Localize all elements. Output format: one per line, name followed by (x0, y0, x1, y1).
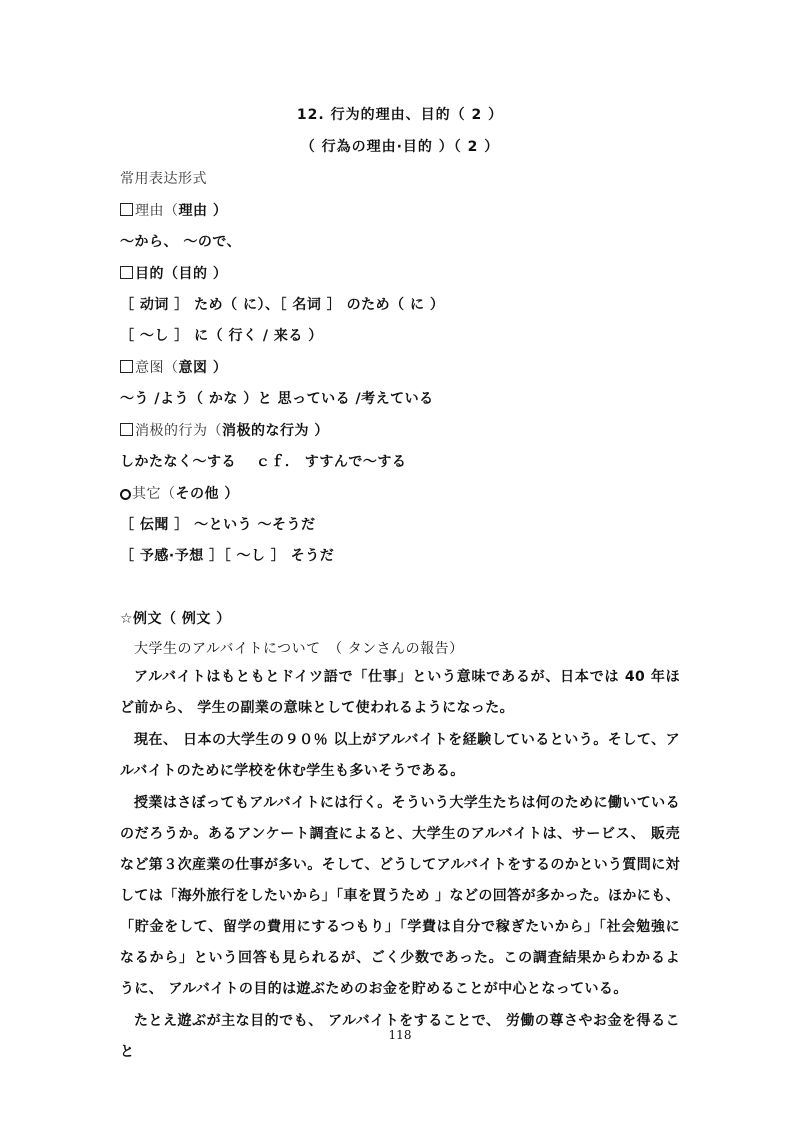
passive-heading: 消极的行为（消极的な行为 ） (120, 420, 329, 440)
circle-bullet-icon (120, 489, 131, 500)
other-expression-1: ［ 伝聞 ］ ～という ～そうだ (120, 517, 316, 533)
purpose-expression-2: ［ ～し ］ に（ 行く / 来る ） (120, 328, 323, 344)
reason-expression: ～から、 ～ので、 (120, 234, 242, 250)
forms-label: 常用表达形式 (120, 171, 207, 187)
passive-expression: しかたなく～する ｃｆ． すすんで～する (120, 454, 407, 470)
checkbox-square-icon (120, 266, 133, 279)
other-heading: 其它（その他 ） (120, 483, 239, 503)
reason-heading: 理由（理由 ） (120, 200, 227, 220)
purpose-expression-1: ［ 动词 ］ ため（ に）、［ 名词 ］ のため（ に ） (120, 297, 445, 313)
example-paragraph-1: アルバイトはもともとドイツ語で「仕事」という意味であるが、日本では 40 年ほど前から、 学生の副業の意味として使われるようになった。 (120, 669, 680, 716)
example-paragraph-3: 授業はさぼってもアルバイトには行く。そういう大学生たちは何のために働いているのだろうか。あるアンケート調査によると、大学生のアルバイトは、サービス、 販売など第３次産業の仕事が多い。そして、どうしてアルバイトをするのかという質問に対しては「海外旅行をしたいから」「車を買うため 」などの回答が多かった。ほかにも、「貯金をして、留学の費用にするつもり」「学費は自分で稼ぎたいから」「社会勉強になるから」という回答も見られるが、ごく少数であった。この調査結果からわかるように、 アルバイトの目的は遊ぶためのお金を貯めることが中心となっている。 (120, 795, 680, 997)
example-subtitle: 大学生のアルバイトについて （ タンさんの報告） (134, 641, 464, 657)
example-heading: ☆例文（ 例文 ） (120, 611, 231, 627)
intent-expression: ～う /よう（ かな ）と 思っている /考えている (120, 391, 434, 407)
example-paragraph-4: たとえ遊ぶが主な目的でも、 アルバイトをすることで、 労働の尊さやお金を得ること (120, 1013, 680, 1060)
purpose-heading: 目的（目的 ） (120, 263, 227, 283)
other-expression-2: ［ 予感·予想 ］［ ～し ］ そうだ (120, 548, 335, 564)
chapter-title: 12. 行为的理由、目的（ 2 ） (296, 107, 504, 123)
page-number: 118 (388, 1028, 412, 1042)
checkbox-square-icon (120, 360, 133, 373)
checkbox-square-icon (120, 203, 133, 216)
intent-heading: 意图（意図 ） (120, 357, 227, 377)
checkbox-square-icon (120, 423, 133, 436)
example-paragraph-2: 現在、 日本の大学生の９０％ 以上がアルバイトを経験しているという。そして、アルバイトのために学校を休む学生も多いそうである。 (120, 732, 680, 779)
chapter-subtitle: （ 行為の理由·目的 ）（ 2 ） (300, 139, 500, 155)
